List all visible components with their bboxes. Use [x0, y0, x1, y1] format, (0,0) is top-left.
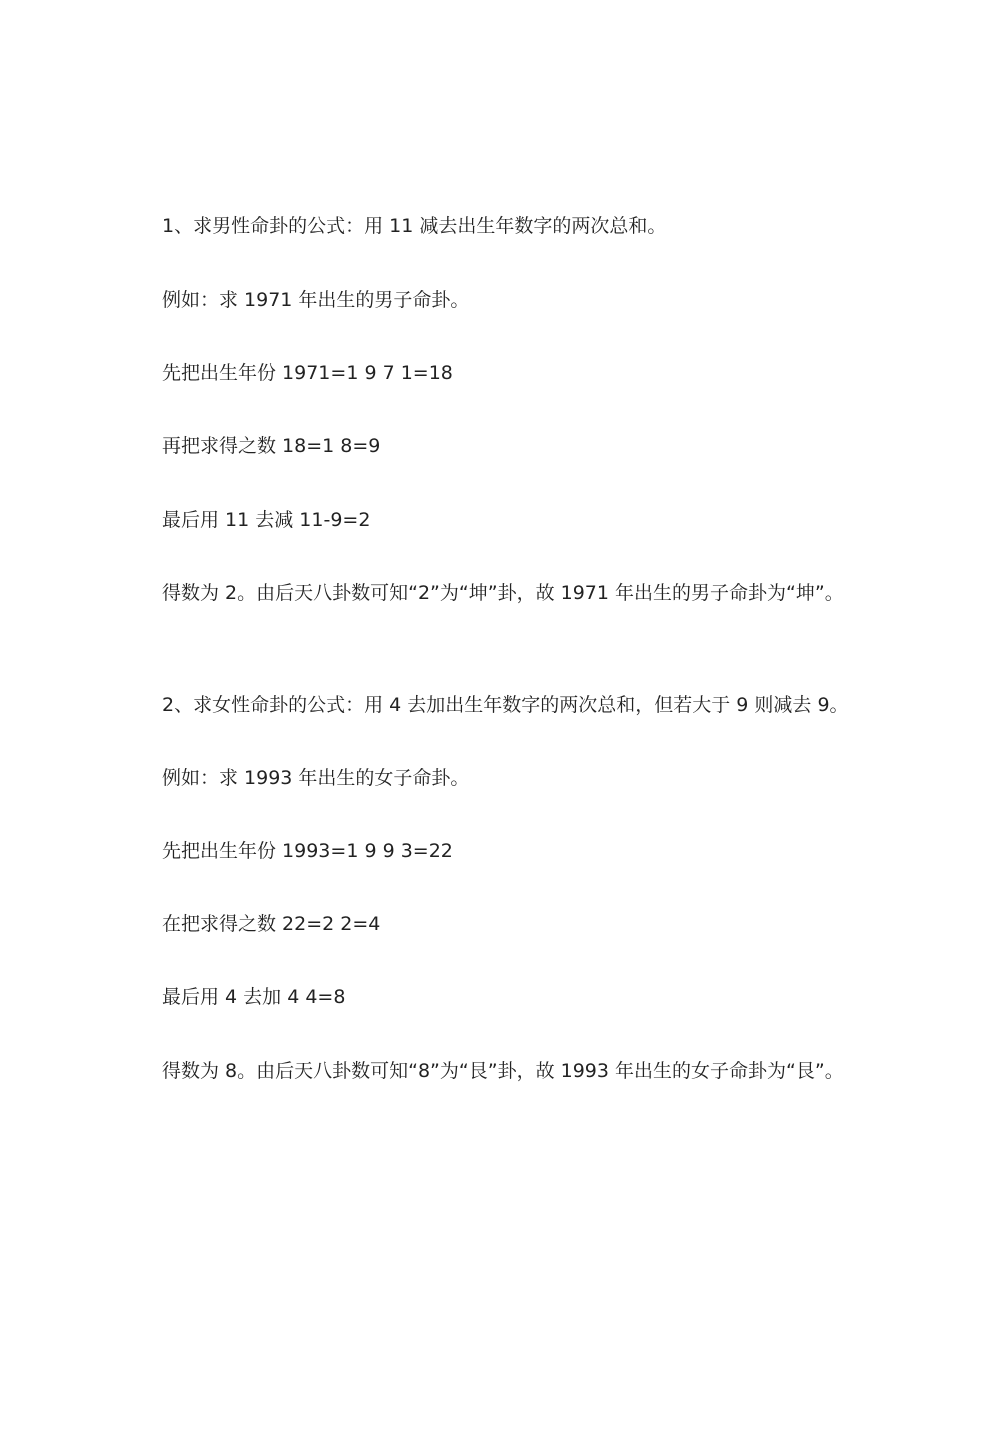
paragraph-female-step1: 先把出生年份 1993=1 9 9 3=22 [162, 840, 453, 862]
paragraph-male-step1: 先把出生年份 1971=1 9 7 1=18 [162, 362, 453, 384]
paragraph-female-step3: 最后用 4 去加 4 4=8 [162, 986, 346, 1008]
paragraph-female-example: 例如：求 1993 年出生的女子命卦。 [162, 767, 470, 789]
paragraph-male-step2: 再把求得之数 18=1 8=9 [162, 435, 381, 457]
paragraph-male-example: 例如：求 1971 年出生的男子命卦。 [162, 289, 470, 311]
paragraph-male-step3: 最后用 11 去减 11-9=2 [162, 509, 371, 531]
paragraph-female-result: 得数为 8。由后天八卦数可知“8”为“艮”卦，故 1993 年出生的女子命卦为“艮”。 [162, 1060, 844, 1082]
paragraph-male-formula: 1、求男性命卦的公式：用 11 减去出生年数字的两次总和。 [162, 215, 667, 237]
paragraph-female-formula: 2、求女性命卦的公式：用 4 去加出生年数字的两次总和，但若大于 9 则减去 9。 [162, 694, 849, 716]
paragraph-male-result: 得数为 2。由后天八卦数可知“2”为“坤”卦，故 1971 年出生的男子命卦为“坤”。 [162, 582, 844, 604]
paragraph-female-step2: 在把求得之数 22=2 2=4 [162, 913, 381, 935]
